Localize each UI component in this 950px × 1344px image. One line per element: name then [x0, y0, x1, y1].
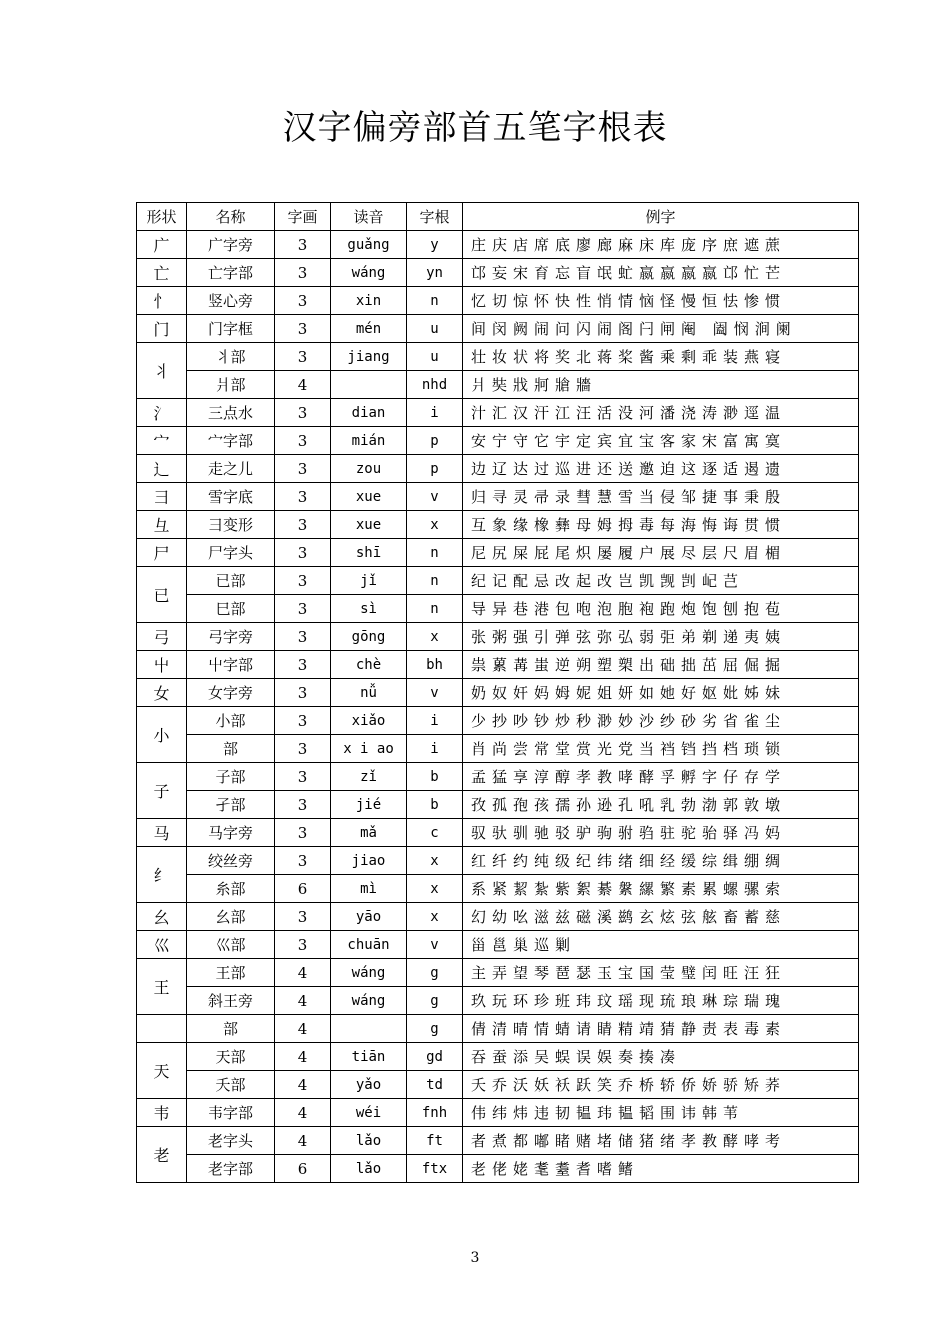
pinyin: mì [331, 875, 407, 903]
page-title: 汉字偏旁部首五笔字根表 [282, 108, 668, 148]
stroke-count: 6 [275, 875, 331, 903]
radical-name: 走之儿 [187, 455, 275, 483]
stroke-count: 6 [275, 1155, 331, 1183]
radical-name: 门字框 [187, 315, 275, 343]
stroke-count: 3 [275, 511, 331, 539]
radical-shape: 彐 [137, 483, 187, 511]
radical-shape: 子 [137, 763, 187, 819]
table-row [137, 1043, 859, 1071]
radical-shape: 天 [137, 1043, 187, 1099]
example-characters: 壮妆状将奖北蒋桨酱乘剩乖装燕寝 [463, 343, 859, 371]
pinyin: xiǎo [331, 707, 407, 735]
example-characters: 主弄望琴琶瑟玉宝国莹璧闰旺汪狂 [463, 959, 859, 987]
wubi-code: nhd [407, 371, 463, 399]
table-row [137, 679, 859, 707]
pinyin [331, 1015, 407, 1043]
pinyin: jǐ [331, 567, 407, 595]
wubi-code: yn [407, 259, 463, 287]
stroke-count: 3 [275, 315, 331, 343]
stroke-count: 3 [275, 847, 331, 875]
example-characters: 汁汇汉汗江汪活没河潘浇涛渺逕温 [463, 399, 859, 427]
example-characters: 红纤约纯级纪纬绪细经缓综缉绷绸 [463, 847, 859, 875]
stroke-count: 3 [275, 483, 331, 511]
wubi-code: n [407, 567, 463, 595]
example-characters: 祟蔂冓蚩逆朔塑槊出础拙茁屈倔掘 [463, 651, 859, 679]
radical-name: 部 [187, 1015, 275, 1043]
pinyin: guǎng [331, 231, 407, 259]
table-row [137, 259, 859, 287]
radical-shape: 马 [137, 819, 187, 847]
wubi-code: g [407, 959, 463, 987]
pinyin: wáng [331, 987, 407, 1015]
stroke-count: 4 [275, 1071, 331, 1099]
wubi-code: x [407, 511, 463, 539]
radical-shape: 尸 [137, 539, 187, 567]
stroke-count: 3 [275, 903, 331, 931]
table-row [137, 987, 859, 1015]
pinyin: mián [331, 427, 407, 455]
stroke-count: 3 [275, 651, 331, 679]
table-row [137, 819, 859, 847]
radical-name: 宀字部 [187, 427, 275, 455]
example-characters: 幻幼吆滋兹磁溪鹚玄炫弦舷畜蓄慈 [463, 903, 859, 931]
wubi-code: n [407, 539, 463, 567]
stroke-count: 3 [275, 567, 331, 595]
table-row [137, 567, 859, 595]
radical-shape: 宀 [137, 427, 187, 455]
radical-shape: 老 [137, 1127, 187, 1183]
pinyin: chuān [331, 931, 407, 959]
example-characters: 孜孤孢孩孺孙逊孔吼乳勃渤郭敦墩 [463, 791, 859, 819]
pinyin: sì [331, 595, 407, 623]
table-header-row [137, 203, 859, 231]
example-characters: 互象缘橡彝母姆拇毒每海悔诲贯惯 [463, 511, 859, 539]
example-characters: 孟猛享淳醇孝教哮酵孚孵字仔存学 [463, 763, 859, 791]
wubi-code: u [407, 343, 463, 371]
pinyin: jié [331, 791, 407, 819]
table-row [137, 1127, 859, 1155]
pinyin: jiang [331, 343, 407, 371]
radical-shape: 巛 [137, 931, 187, 959]
example-characters: 夭乔沃妖袄跃笑乔桥轿侨娇骄矫荞 [463, 1071, 859, 1099]
stroke-count: 3 [275, 679, 331, 707]
table-row [137, 1099, 859, 1127]
table-row [137, 875, 859, 903]
radical-name: 三点水 [187, 399, 275, 427]
radical-shape: 彑 [137, 511, 187, 539]
pinyin: wáng [331, 959, 407, 987]
radical-shape: 屮 [137, 651, 187, 679]
example-characters: 伟纬炜违韧韫玮韫韬围讳韩苇 [463, 1099, 859, 1127]
pinyin: zou [331, 455, 407, 483]
stroke-count: 3 [275, 623, 331, 651]
stroke-count: 4 [275, 959, 331, 987]
table-row [137, 231, 859, 259]
pinyin: xin [331, 287, 407, 315]
wubi-code: bh [407, 651, 463, 679]
radical-name: 绞丝旁 [187, 847, 275, 875]
stroke-count: 3 [275, 455, 331, 483]
stroke-count: 3 [275, 539, 331, 567]
example-characters: 忆切惊怀快性悄情恼怪慢恒怯惨惯 [463, 287, 859, 315]
table-row [137, 399, 859, 427]
wubi-code: p [407, 455, 463, 483]
page-number: 3 [470, 1250, 480, 1266]
example-characters: 间闵阙闹问闪闹阁闩闸阉 阖悯涧阑 [463, 315, 859, 343]
table-row [137, 315, 859, 343]
header-shape: 形状 [137, 203, 187, 231]
table-row [137, 763, 859, 791]
stroke-count: 3 [275, 735, 331, 763]
radical-name: 屮字部 [187, 651, 275, 679]
stroke-count: 4 [275, 987, 331, 1015]
pinyin: shī [331, 539, 407, 567]
table-row [137, 959, 859, 987]
radical-shape: 广 [137, 231, 187, 259]
table-row [137, 791, 859, 819]
wubi-code: v [407, 483, 463, 511]
example-characters: 少抄吵钞炒秒渺妙沙纱砂劣省雀尘 [463, 707, 859, 735]
pinyin: tiān [331, 1043, 407, 1071]
wubi-code: g [407, 1015, 463, 1043]
wubi-code: g [407, 987, 463, 1015]
radical-shape: 女 [137, 679, 187, 707]
wubi-code: x [407, 847, 463, 875]
pinyin: x i ao [331, 735, 407, 763]
table-row [137, 1071, 859, 1099]
radical-shape: 已 [137, 567, 187, 623]
pinyin: nǚ [331, 679, 407, 707]
radical-name: 马字旁 [187, 819, 275, 847]
example-characters: 爿奘戕牁牄牆 [463, 371, 859, 399]
radical-shape: 氵 [137, 399, 187, 427]
stroke-count: 4 [275, 371, 331, 399]
table-row [137, 847, 859, 875]
pinyin: lǎo [331, 1155, 407, 1183]
wubi-code: ftx [407, 1155, 463, 1183]
table-row [137, 595, 859, 623]
radical-name: 部 [187, 735, 275, 763]
example-characters: 张粥强引弹弦弥弘弱弡弟剃递夷姨 [463, 623, 859, 651]
radical-shape: 弓 [137, 623, 187, 651]
pinyin: lǎo [331, 1127, 407, 1155]
radical-name: 尸字头 [187, 539, 275, 567]
radical-name: 丬部 [187, 343, 275, 371]
stroke-count: 3 [275, 791, 331, 819]
wubi-code: b [407, 791, 463, 819]
wubi-code: c [407, 819, 463, 847]
radical-name: 王部 [187, 959, 275, 987]
radical-shape: 亡 [137, 259, 187, 287]
radical-shape [137, 1015, 187, 1043]
example-characters: 玖玩环珍班玮玟瑶现琉琅琳琮瑞瑰 [463, 987, 859, 1015]
radical-shape: 忄 [137, 287, 187, 315]
radical-name: 已部 [187, 567, 275, 595]
wubi-code: td [407, 1071, 463, 1099]
wubi-code: i [407, 707, 463, 735]
wubi-code: gd [407, 1043, 463, 1071]
wubi-code: b [407, 763, 463, 791]
example-characters: 肖尚尝常堂赏光党当裆铛挡档琐锁 [463, 735, 859, 763]
wubi-code: y [407, 231, 463, 259]
pinyin: zǐ [331, 763, 407, 791]
radical-name: 韦字部 [187, 1099, 275, 1127]
pinyin: jiao [331, 847, 407, 875]
pinyin: xue [331, 511, 407, 539]
example-characters: 归寻灵帚录彗慧雪当侵邹捷事秉殷 [463, 483, 859, 511]
radical-name: 雪字底 [187, 483, 275, 511]
example-characters: 边辽达过巡进还送邀迫这逐适遏遗 [463, 455, 859, 483]
example-characters: 系紧絜紮紫絮綦縏縲繁素累螺骡索 [463, 875, 859, 903]
radical-name: 弓字旁 [187, 623, 275, 651]
pinyin: xue [331, 483, 407, 511]
table-row [137, 455, 859, 483]
radical-shape: 辶 [137, 455, 187, 483]
table-row [137, 1155, 859, 1183]
radical-shape: 门 [137, 315, 187, 343]
example-characters: 奶奴奸妈姆妮姐妍如她好妪妣姊妹 [463, 679, 859, 707]
stroke-count: 4 [275, 1015, 331, 1043]
wubi-code: n [407, 595, 463, 623]
example-characters: 庄庆店席底廖廊麻床库庞序庶遮蔗 [463, 231, 859, 259]
table-row [137, 371, 859, 399]
example-characters: 纪记配忌改起改岂凯觊剀屺芑 [463, 567, 859, 595]
pinyin: chè [331, 651, 407, 679]
example-characters: 安宁守它宇定宾宜宝客家宋富寓寞 [463, 427, 859, 455]
radical-name: 女字旁 [187, 679, 275, 707]
table-row [137, 343, 859, 371]
radical-name: 老字部 [187, 1155, 275, 1183]
example-characters: 导异巷港包咆泡胞袍跑炮饱刨抱苞 [463, 595, 859, 623]
radical-name: 爿部 [187, 371, 275, 399]
header-pinyin: 读音 [331, 203, 407, 231]
radical-name: 斜王旁 [187, 987, 275, 1015]
pinyin: wáng [331, 259, 407, 287]
stroke-count: 3 [275, 399, 331, 427]
pinyin: yāo [331, 903, 407, 931]
table-row [137, 1015, 859, 1043]
stroke-count: 3 [275, 287, 331, 315]
header-name: 名称 [187, 203, 275, 231]
stroke-count: 3 [275, 427, 331, 455]
table-row [137, 427, 859, 455]
table-row [137, 539, 859, 567]
radical-shape: 纟 [137, 847, 187, 903]
radical-name: 夭部 [187, 1071, 275, 1099]
radical-table [136, 202, 859, 1183]
radical-name: 子部 [187, 763, 275, 791]
wubi-code: u [407, 315, 463, 343]
wubi-code: x [407, 623, 463, 651]
example-characters: 老佬姥耄耋耆嗜鳍 [463, 1155, 859, 1183]
radical-name: 天部 [187, 1043, 275, 1071]
wubi-code: n [407, 287, 463, 315]
pinyin: gōng [331, 623, 407, 651]
pinyin: mén [331, 315, 407, 343]
stroke-count: 3 [275, 595, 331, 623]
radical-name: 彐变形 [187, 511, 275, 539]
table-row [137, 931, 859, 959]
header-examples: 例字 [463, 203, 859, 231]
stroke-count: 3 [275, 343, 331, 371]
table-row [137, 735, 859, 763]
stroke-count: 3 [275, 763, 331, 791]
example-characters: 者煮都嘟睹赌堵储猪绪孝教酵哮考 [463, 1127, 859, 1155]
example-characters: 倩清晴情蜻请睛精靖猜静责表毒素 [463, 1015, 859, 1043]
stroke-count: 4 [275, 1099, 331, 1127]
pinyin: mǎ [331, 819, 407, 847]
header-code: 字根 [407, 203, 463, 231]
example-characters: 尼尻屎屁尾炽屡履户展尽层尺眉楣 [463, 539, 859, 567]
wubi-code: i [407, 735, 463, 763]
wubi-code: p [407, 427, 463, 455]
table-row [137, 623, 859, 651]
stroke-count: 3 [275, 707, 331, 735]
stroke-count: 4 [275, 1043, 331, 1071]
radical-name: 亡字部 [187, 259, 275, 287]
radical-shape: 王 [137, 959, 187, 1015]
stroke-count: 3 [275, 231, 331, 259]
radical-name: 老字头 [187, 1127, 275, 1155]
wubi-code: ft [407, 1127, 463, 1155]
radical-name: 广字旁 [187, 231, 275, 259]
radical-shape: 小 [137, 707, 187, 763]
pinyin: dian [331, 399, 407, 427]
table-row [137, 511, 859, 539]
stroke-count: 3 [275, 819, 331, 847]
radical-name: 孑部 [187, 791, 275, 819]
radical-name: 幺部 [187, 903, 275, 931]
example-characters: 邙妄宋育忘盲氓虻嬴嬴嬴嬴邙忙芒 [463, 259, 859, 287]
example-characters: 甾邕巢巡剿 [463, 931, 859, 959]
header-strokes: 字画 [275, 203, 331, 231]
radical-name: 小部 [187, 707, 275, 735]
example-characters: 驭驮驯驰驳驴驹驸驺驻驼骀驿冯妈 [463, 819, 859, 847]
wubi-code: v [407, 679, 463, 707]
radical-shape: 韦 [137, 1099, 187, 1127]
table-row [137, 651, 859, 679]
table-row [137, 903, 859, 931]
wubi-code: fnh [407, 1099, 463, 1127]
wubi-code: i [407, 399, 463, 427]
radical-shape: 丬 [137, 343, 187, 399]
wubi-code: v [407, 931, 463, 959]
example-characters: 吞蚕添吴蜈误娱奏揍凑 [463, 1043, 859, 1071]
stroke-count: 3 [275, 931, 331, 959]
radical-name: 巳部 [187, 595, 275, 623]
radical-shape: 幺 [137, 903, 187, 931]
pinyin [331, 371, 407, 399]
table-row [137, 707, 859, 735]
wubi-code: x [407, 875, 463, 903]
radical-name: 糸部 [187, 875, 275, 903]
stroke-count: 4 [275, 1127, 331, 1155]
pinyin: wéi [331, 1099, 407, 1127]
wubi-code: x [407, 903, 463, 931]
table-row [137, 287, 859, 315]
pinyin: yǎo [331, 1071, 407, 1099]
table-row [137, 483, 859, 511]
radical-name: 竖心旁 [187, 287, 275, 315]
stroke-count: 3 [275, 259, 331, 287]
radical-name: 巛部 [187, 931, 275, 959]
